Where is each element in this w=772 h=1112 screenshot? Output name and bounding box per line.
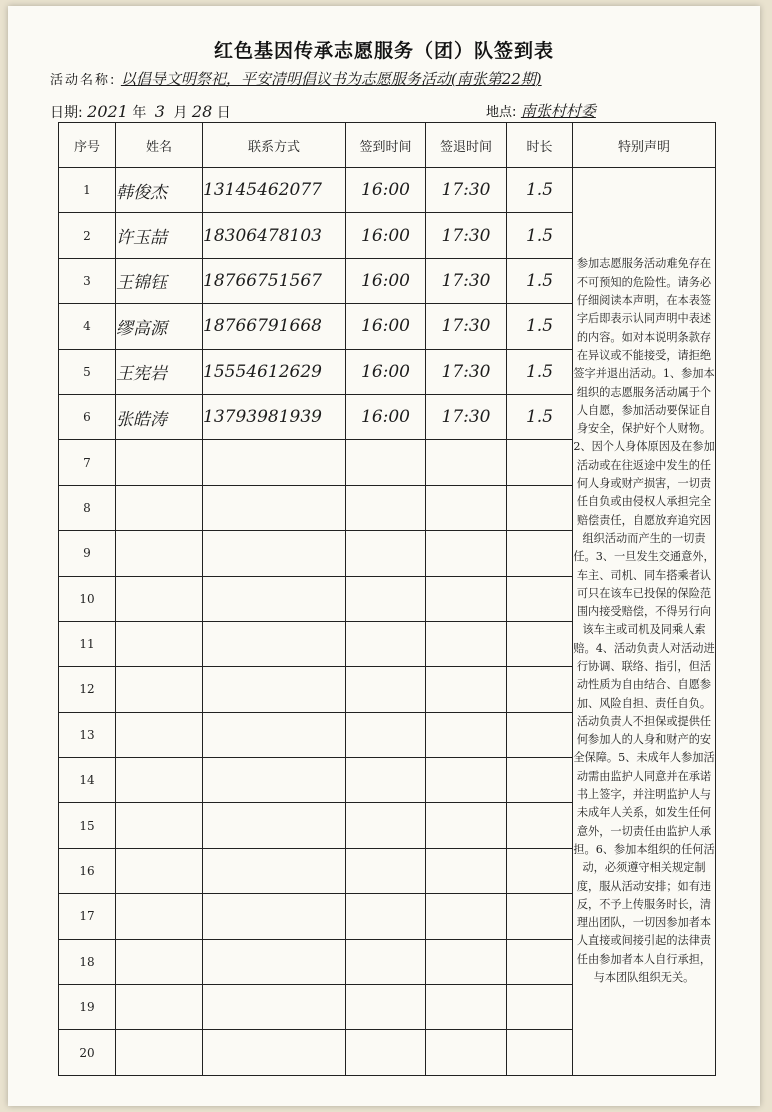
- row-duration: [507, 985, 573, 1030]
- row-name: [116, 1030, 203, 1075]
- sign-in-sheet-page: [8, 6, 760, 1106]
- row-signout: [426, 667, 507, 712]
- row-signin: 16:00: [346, 213, 426, 258]
- row-duration: [507, 440, 573, 485]
- row-signin: [346, 531, 426, 576]
- row-contact: [203, 576, 346, 621]
- date-year-unit: 年: [132, 105, 147, 121]
- header-signout: 签退时间: [426, 123, 507, 168]
- row-number: 11: [59, 621, 116, 666]
- row-signout: [426, 894, 507, 939]
- row-name: [116, 440, 203, 485]
- row-contact: 13793981939: [203, 394, 346, 439]
- row-contact: 18766791668: [203, 304, 346, 349]
- row-duration: [507, 621, 573, 666]
- row-signin: [346, 667, 426, 712]
- row-name: [116, 848, 203, 893]
- row-signin: [346, 803, 426, 848]
- activity-row: [50, 68, 750, 89]
- row-signout: [426, 576, 507, 621]
- row-contact: [203, 621, 346, 666]
- row-signin: 16:00: [346, 349, 426, 394]
- row-name: [116, 667, 203, 712]
- header-signin: 签到时间: [346, 123, 426, 168]
- row-contact: [203, 440, 346, 485]
- location-row: [486, 100, 596, 121]
- row-duration: [507, 485, 573, 530]
- date-year: 2021: [87, 102, 128, 121]
- row-signin: [346, 939, 426, 984]
- row-number: 15: [59, 803, 116, 848]
- row-number: 13: [59, 712, 116, 757]
- row-number: 20: [59, 1030, 116, 1075]
- row-duration: [507, 1030, 573, 1075]
- row-number: 14: [59, 758, 116, 803]
- row-name: [116, 939, 203, 984]
- row-signin: [346, 712, 426, 757]
- row-contact: [203, 1030, 346, 1075]
- row-signout: [426, 485, 507, 530]
- row-signin: 16:00: [346, 394, 426, 439]
- row-name: [116, 621, 203, 666]
- row-signin: [346, 848, 426, 893]
- row-signout: 17:30: [426, 394, 507, 439]
- row-name: [116, 531, 203, 576]
- row-signout: 17:30: [426, 258, 507, 303]
- row-contact: [203, 758, 346, 803]
- row-signout: [426, 531, 507, 576]
- row-number: 2: [59, 213, 116, 258]
- row-contact: 13145462077: [203, 168, 346, 213]
- row-duration: 1.5: [507, 394, 573, 439]
- row-name: 王锦钰: [116, 258, 203, 303]
- row-contact: [203, 803, 346, 848]
- row-signin: [346, 894, 426, 939]
- row-number: 16: [59, 848, 116, 893]
- row-duration: 1.5: [507, 168, 573, 213]
- row-name: [116, 894, 203, 939]
- row-number: 4: [59, 304, 116, 349]
- row-name: [116, 758, 203, 803]
- row-contact: [203, 531, 346, 576]
- sign-in-table: [58, 122, 716, 1076]
- row-duration: [507, 667, 573, 712]
- header-duration: 时长: [507, 123, 573, 168]
- date-month-unit: 月: [173, 105, 188, 121]
- row-contact: 15554612629: [203, 349, 346, 394]
- row-name: [116, 985, 203, 1030]
- row-number: 5: [59, 349, 116, 394]
- row-signout: [426, 939, 507, 984]
- row-signout: [426, 803, 507, 848]
- row-duration: [507, 894, 573, 939]
- row-signout: [426, 848, 507, 893]
- row-number: 18: [59, 939, 116, 984]
- location-value: 南张村村委: [520, 102, 596, 120]
- row-signin: [346, 485, 426, 530]
- row-name: [116, 576, 203, 621]
- row-duration: 1.5: [507, 304, 573, 349]
- header-statement: 特别声明: [573, 123, 716, 168]
- row-name: 缪高源: [116, 304, 203, 349]
- row-name: 张皓涛: [116, 394, 203, 439]
- sheet-title: 红色基因传承志愿服务（团）队签到表: [213, 40, 554, 62]
- row-duration: 1.5: [507, 213, 573, 258]
- row-signin: 16:00: [346, 168, 426, 213]
- row-number: 6: [59, 394, 116, 439]
- row-number: 7: [59, 440, 116, 485]
- header-no: 序号: [59, 123, 116, 168]
- row-duration: [507, 712, 573, 757]
- row-contact: 18766751567: [203, 258, 346, 303]
- row-number: 9: [59, 531, 116, 576]
- row-number: 19: [59, 985, 116, 1030]
- row-signin: [346, 758, 426, 803]
- row-number: 17: [59, 894, 116, 939]
- table-row: [59, 168, 716, 213]
- activity-name-value: 以倡导文明祭祀，平安清明倡议书为志愿服务活动(南张第22期): [120, 70, 542, 88]
- date-day: 28: [191, 102, 213, 121]
- row-name: [116, 712, 203, 757]
- date-day-unit: 日: [216, 105, 231, 121]
- row-contact: [203, 985, 346, 1030]
- row-contact: [203, 894, 346, 939]
- row-signout: 17:30: [426, 213, 507, 258]
- date-row: [50, 102, 231, 122]
- row-name: 王宪岩: [116, 349, 203, 394]
- row-name: [116, 485, 203, 530]
- row-duration: 1.5: [507, 258, 573, 303]
- row-signout: [426, 1030, 507, 1075]
- row-duration: [507, 531, 573, 576]
- row-duration: [507, 803, 573, 848]
- row-signin: [346, 440, 426, 485]
- row-signout: [426, 621, 507, 666]
- row-contact: [203, 848, 346, 893]
- row-contact: [203, 485, 346, 530]
- special-statement-text: 参加志愿服务活动难免存在不可预知的危险性。请务必仔细阅读本声明，在本表签字后即表示认同声明中表述的内容。如对本说明条款存在异议或不能接受，请拒绝签字并退出活动。1、参加本组织的志愿服务活动属于个人自愿，参加活动要保证自身安全，保护好个人财物。2、因个人身体原因及在参加活动或在往返途中发生的任何人身或财产损害，一切责任自负或由侵权人承担完全赔偿责任，自愿放弃追究因组织活动而产生的一切责任。3、一旦发生交通意外，车主、司机、同车搭乘者认可只在该车已投保的保险范围内接受赔偿，不得另行向该车主或司机及同乘人索赔。4、活动负责人对活动进行协调、联络、指引，但活动性质为自由结合、自愿参加、风险自担、责任自负。活动负责人不担保或提供任何参加人的人身和财产的安全保障。5、未成年人参加活动需由监护人同意并在承诺书上签字，并注明监护人与未成年人关系，如发生任何意外，一切责任由监护人承担。6、参加本组织的任何活动，必须遵守相关规定制度，服从活动安排；如有违反，不予上传服务时长，清理出团队，一切因参加者本人直接或间接引起的法律责任由参加者本人自行承担，与本团队组织无关。: [573, 168, 716, 1076]
- row-number: 10: [59, 576, 116, 621]
- row-name: 许玉喆: [116, 213, 203, 258]
- date-month: 3: [154, 102, 165, 121]
- row-signout: [426, 758, 507, 803]
- row-signin: [346, 1030, 426, 1075]
- row-signin: [346, 985, 426, 1030]
- row-signin: 16:00: [346, 304, 426, 349]
- row-signin: [346, 621, 426, 666]
- row-number: 3: [59, 258, 116, 303]
- row-signin: [346, 576, 426, 621]
- row-contact: [203, 939, 346, 984]
- row-number: 8: [59, 485, 116, 530]
- row-signout: [426, 440, 507, 485]
- row-contact: 18306478103: [203, 213, 346, 258]
- row-signout: 17:30: [426, 304, 507, 349]
- row-name: 韩俊杰: [116, 168, 203, 213]
- row-duration: 1.5: [507, 349, 573, 394]
- row-name: [116, 803, 203, 848]
- row-contact: [203, 712, 346, 757]
- row-signout: [426, 712, 507, 757]
- table-header-row: [59, 123, 716, 168]
- header-contact: 联系方式: [203, 123, 346, 168]
- row-duration: [507, 758, 573, 803]
- location-label: 地点:: [486, 105, 517, 120]
- row-signout: [426, 985, 507, 1030]
- row-duration: [507, 848, 573, 893]
- row-number: 12: [59, 667, 116, 712]
- row-contact: [203, 667, 346, 712]
- row-duration: [507, 939, 573, 984]
- date-label: 日期:: [50, 105, 83, 121]
- row-signout: 17:30: [426, 349, 507, 394]
- row-signout: 17:30: [426, 168, 507, 213]
- row-signin: 16:00: [346, 258, 426, 303]
- row-number: 1: [59, 168, 116, 213]
- header-name: 姓名: [116, 123, 203, 168]
- row-duration: [507, 576, 573, 621]
- activity-label: 活动名称:: [50, 73, 117, 88]
